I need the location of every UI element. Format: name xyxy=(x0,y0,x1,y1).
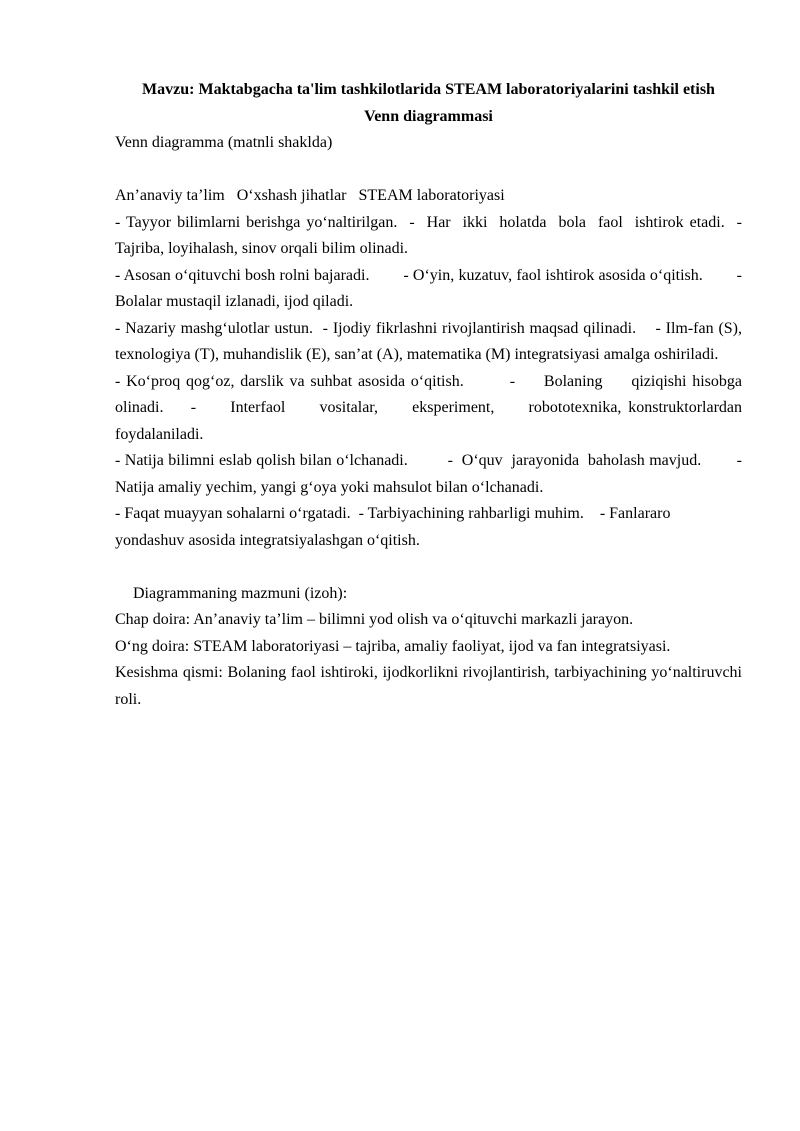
blank-line xyxy=(115,554,742,581)
document-title: Mavzu: Maktabgacha ta'lim tashkilotlarida STEAM laboratoriyalarini tashkil etish xyxy=(142,81,715,98)
explanation-right-circle: O‘ng doira: STEAM laboratoriyasi – tajriba, amaliy faoliyat, ijod va fan integratsiyasi. xyxy=(115,637,671,655)
comparison-row: - Faqat muayyan sohalarni o‘rgatadi. - Tarbiyachining rahbarligi muhim. - Fanlararo yondashuv asosida integratsiyalashgan o‘qitish. xyxy=(115,505,675,549)
column-headers: An’anaviy ta’lim O‘xshash jihatlar STEAM laboratoriyasi xyxy=(115,187,505,204)
comparison-row: - Tayyor bilimlarni berishga yo‘naltirilgan. - Har ikki holatda bola faol ishtirok etadi. - Tajriba, loyihalash, sinov orqali bilim olinadi. xyxy=(115,213,746,257)
explanation-heading: Diagrammaning mazmuni (izoh): xyxy=(133,584,348,602)
comparison-row: - Nazariy mashg‘ulotlar ustun. - Ijodiy fikrlashni rivojlantirish maqsad qilinadi. - Ilm-fan (S), texnologiya (T), muhandislik (E), san’at (A), matematika (M) integratsiyasi amalga oshiriladi. xyxy=(115,319,746,363)
document-subtitle: Venn diagrammasi xyxy=(364,107,493,125)
explanation-intersection: Kesishma qismi: Bolaning faol ishtiroki, ijodkorlikni rivojlantirish, tarbiyachining yo‘naltiruvchi roli. xyxy=(115,664,742,708)
comparison-row: - Natija bilimni eslab qolish bilan o‘lchanadi. - O‘quv jarayonida baholash mavjud. - Natija amaliy yechim, yangi g‘oya yoki mahsulot bilan o‘lchanadi. xyxy=(115,452,746,496)
blank-line xyxy=(115,157,742,184)
explanation-left-circle: Chap doira: An’anaviy ta’lim – bilimni yod olish va o‘qituvchi markazli jarayon. xyxy=(115,611,634,628)
comparison-row: - Ko‘proq qog‘oz, darslik va suhbat asosida o‘qitish. - Bolaning qiziqishi hisobga olinadi. - Interfaol vositalar, eksperiment, robototexnika, konstruktorlardan foydalaniladi. xyxy=(115,372,746,443)
intro-text: Venn diagramma (matnli shaklda) xyxy=(115,134,333,151)
comparison-row: - Asosan o‘qituvchi bosh rolni bajaradi. - O‘yin, kuzatuv, faol ishtirok asosida o‘qitish. - Bolalar mustaqil izlanadi, ijod qiladi. xyxy=(115,266,746,310)
document-page xyxy=(115,72,746,713)
